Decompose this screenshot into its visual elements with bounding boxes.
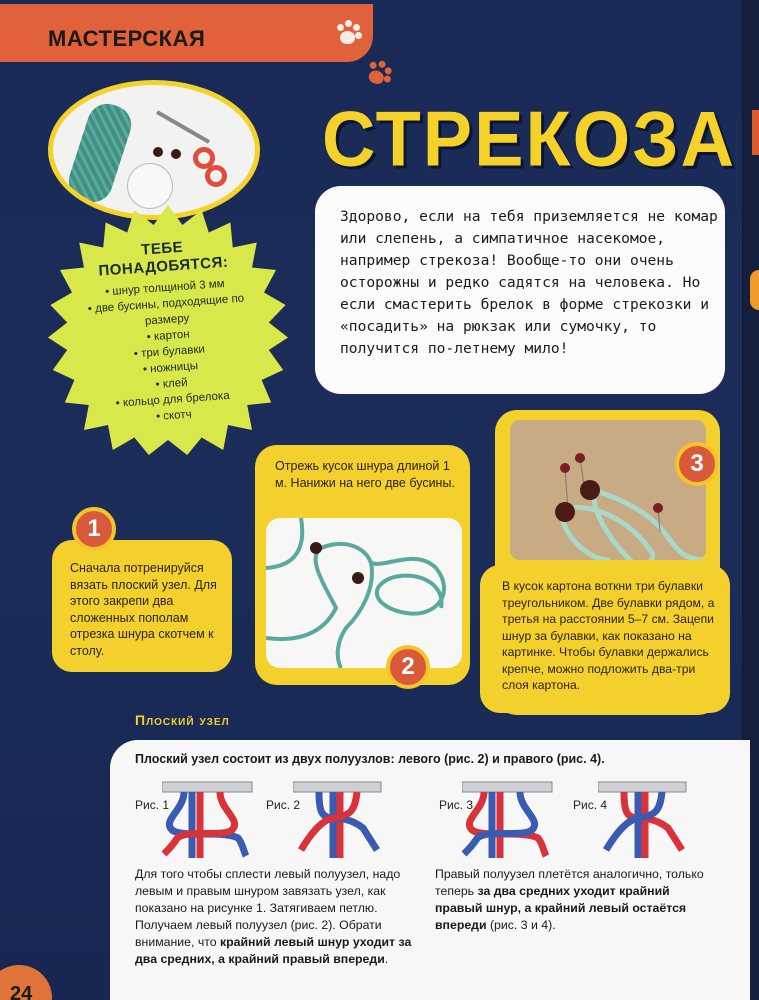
- page-title: СТРЕКОЗА: [322, 94, 737, 183]
- supply-item: • кольцо для брелока: [72, 385, 273, 415]
- supply-item: • картон: [68, 321, 269, 351]
- text-plain: (рис. 3 и 4).: [486, 918, 556, 932]
- section-title: МАСТЕРСКАЯ: [48, 26, 206, 51]
- text-plain: Правый полуузел плетётся аналогично, только теперь: [435, 867, 704, 898]
- step-2-badge: 2: [386, 645, 430, 689]
- supplies-photo: [48, 80, 260, 220]
- knot-figure-2: [293, 780, 385, 860]
- cord-with-beads-image: [266, 518, 462, 668]
- flat-knot-intro: Плоский узел состоит из двух полуузлов: левого (рис. 2) и правого (рис. 4).: [135, 752, 605, 766]
- scissors-handle: [205, 165, 227, 187]
- supply-item: • ножницы: [70, 353, 271, 383]
- supply-item: • скотч: [74, 401, 275, 431]
- section-header: [0, 4, 373, 62]
- scissors-image: [156, 110, 210, 143]
- figure-label: Рис. 3: [439, 798, 474, 812]
- text-emphasis: за два средних уходит крайний правый шнур, а крайний левый остаётся впереди: [435, 884, 687, 932]
- knot-figure-3: [462, 780, 554, 860]
- text-plain: Для того чтобы сплести левый полуузел, надо левым и правым шнуром завязать узел, как показано на рисунке 1. Затягиваем петлю. Получаем левый полуузел (рис. 2). Обрати внимание, что: [135, 867, 401, 949]
- pins-with-cord-image: [510, 420, 706, 560]
- paw-icon: [334, 20, 362, 48]
- flat-knot-heading: Плоский узел: [135, 712, 230, 728]
- supplies-title: ПОНАДОБЯТСЯ:: [97, 253, 229, 280]
- right-half-knot-text: [435, 866, 715, 934]
- step-2-photo: [266, 518, 462, 668]
- bead-image: [171, 149, 181, 159]
- step-1-text: Сначала потренируйся вязать плоский узел. Для этого закрепи два сложенных пополам отрезка шнура скотчем к столу.: [70, 561, 217, 658]
- page-number: 24: [10, 983, 33, 1000]
- knot-figure-1: [162, 780, 254, 860]
- step-1-badge: 1: [72, 507, 116, 551]
- text-emphasis: крайний левый шнур уходит за два средних, а крайний правый впереди: [135, 935, 412, 966]
- pin-dial-image: [127, 163, 173, 209]
- step-3-badge: 3: [675, 442, 719, 486]
- supply-item: • клей: [71, 369, 272, 399]
- bead-image: [153, 147, 163, 157]
- knot-figure-4: [598, 780, 690, 860]
- figure-label: Рис. 1: [135, 798, 170, 812]
- supply-item: • три булавки: [69, 337, 270, 367]
- figure-label: Рис. 2: [266, 798, 301, 812]
- next-page-edge: [752, 110, 759, 155]
- page-number-badge: [0, 965, 52, 1000]
- step-3-text: В кусок картона воткни три булавки треугольником. Две булавки рядом, а третья на расстоянии 5–7 см. Зацепи шнур за булавки, как показано на картинке. Чтобы булавки держались крепче, можно подложить два-три слоя картона.: [502, 579, 715, 692]
- step-2-text: Отрежь кусок шнура длиной 1 м. Нанижи на него две бусины.: [275, 459, 455, 490]
- left-half-knot-text: [135, 866, 415, 968]
- supply-item: • две бусины, подходящие по размеру: [66, 289, 268, 335]
- supplies-title: ТЕБЕ: [140, 238, 184, 259]
- next-page-edge-circle: [750, 270, 759, 310]
- paw-icon: [360, 56, 396, 92]
- cord-spool-image: [64, 99, 137, 208]
- supplies-list: [62, 233, 274, 431]
- text-plain: .: [384, 952, 389, 966]
- intro-text: Здорово, если на тебя приземляется не комар или слепень, а симпатичное насекомое, например стрекоза! Вообще-то они очень осторожны и редко садятся на человека. Но если смастерить брелок в форме стрекозки и «посадить» на рюкзак или сумочку, то получится по-летнему мило!: [340, 208, 718, 357]
- figure-label: Рис. 4: [573, 798, 608, 812]
- supply-item: • шнур толщиной 3 мм: [65, 273, 266, 303]
- step-3-photo: [510, 420, 706, 560]
